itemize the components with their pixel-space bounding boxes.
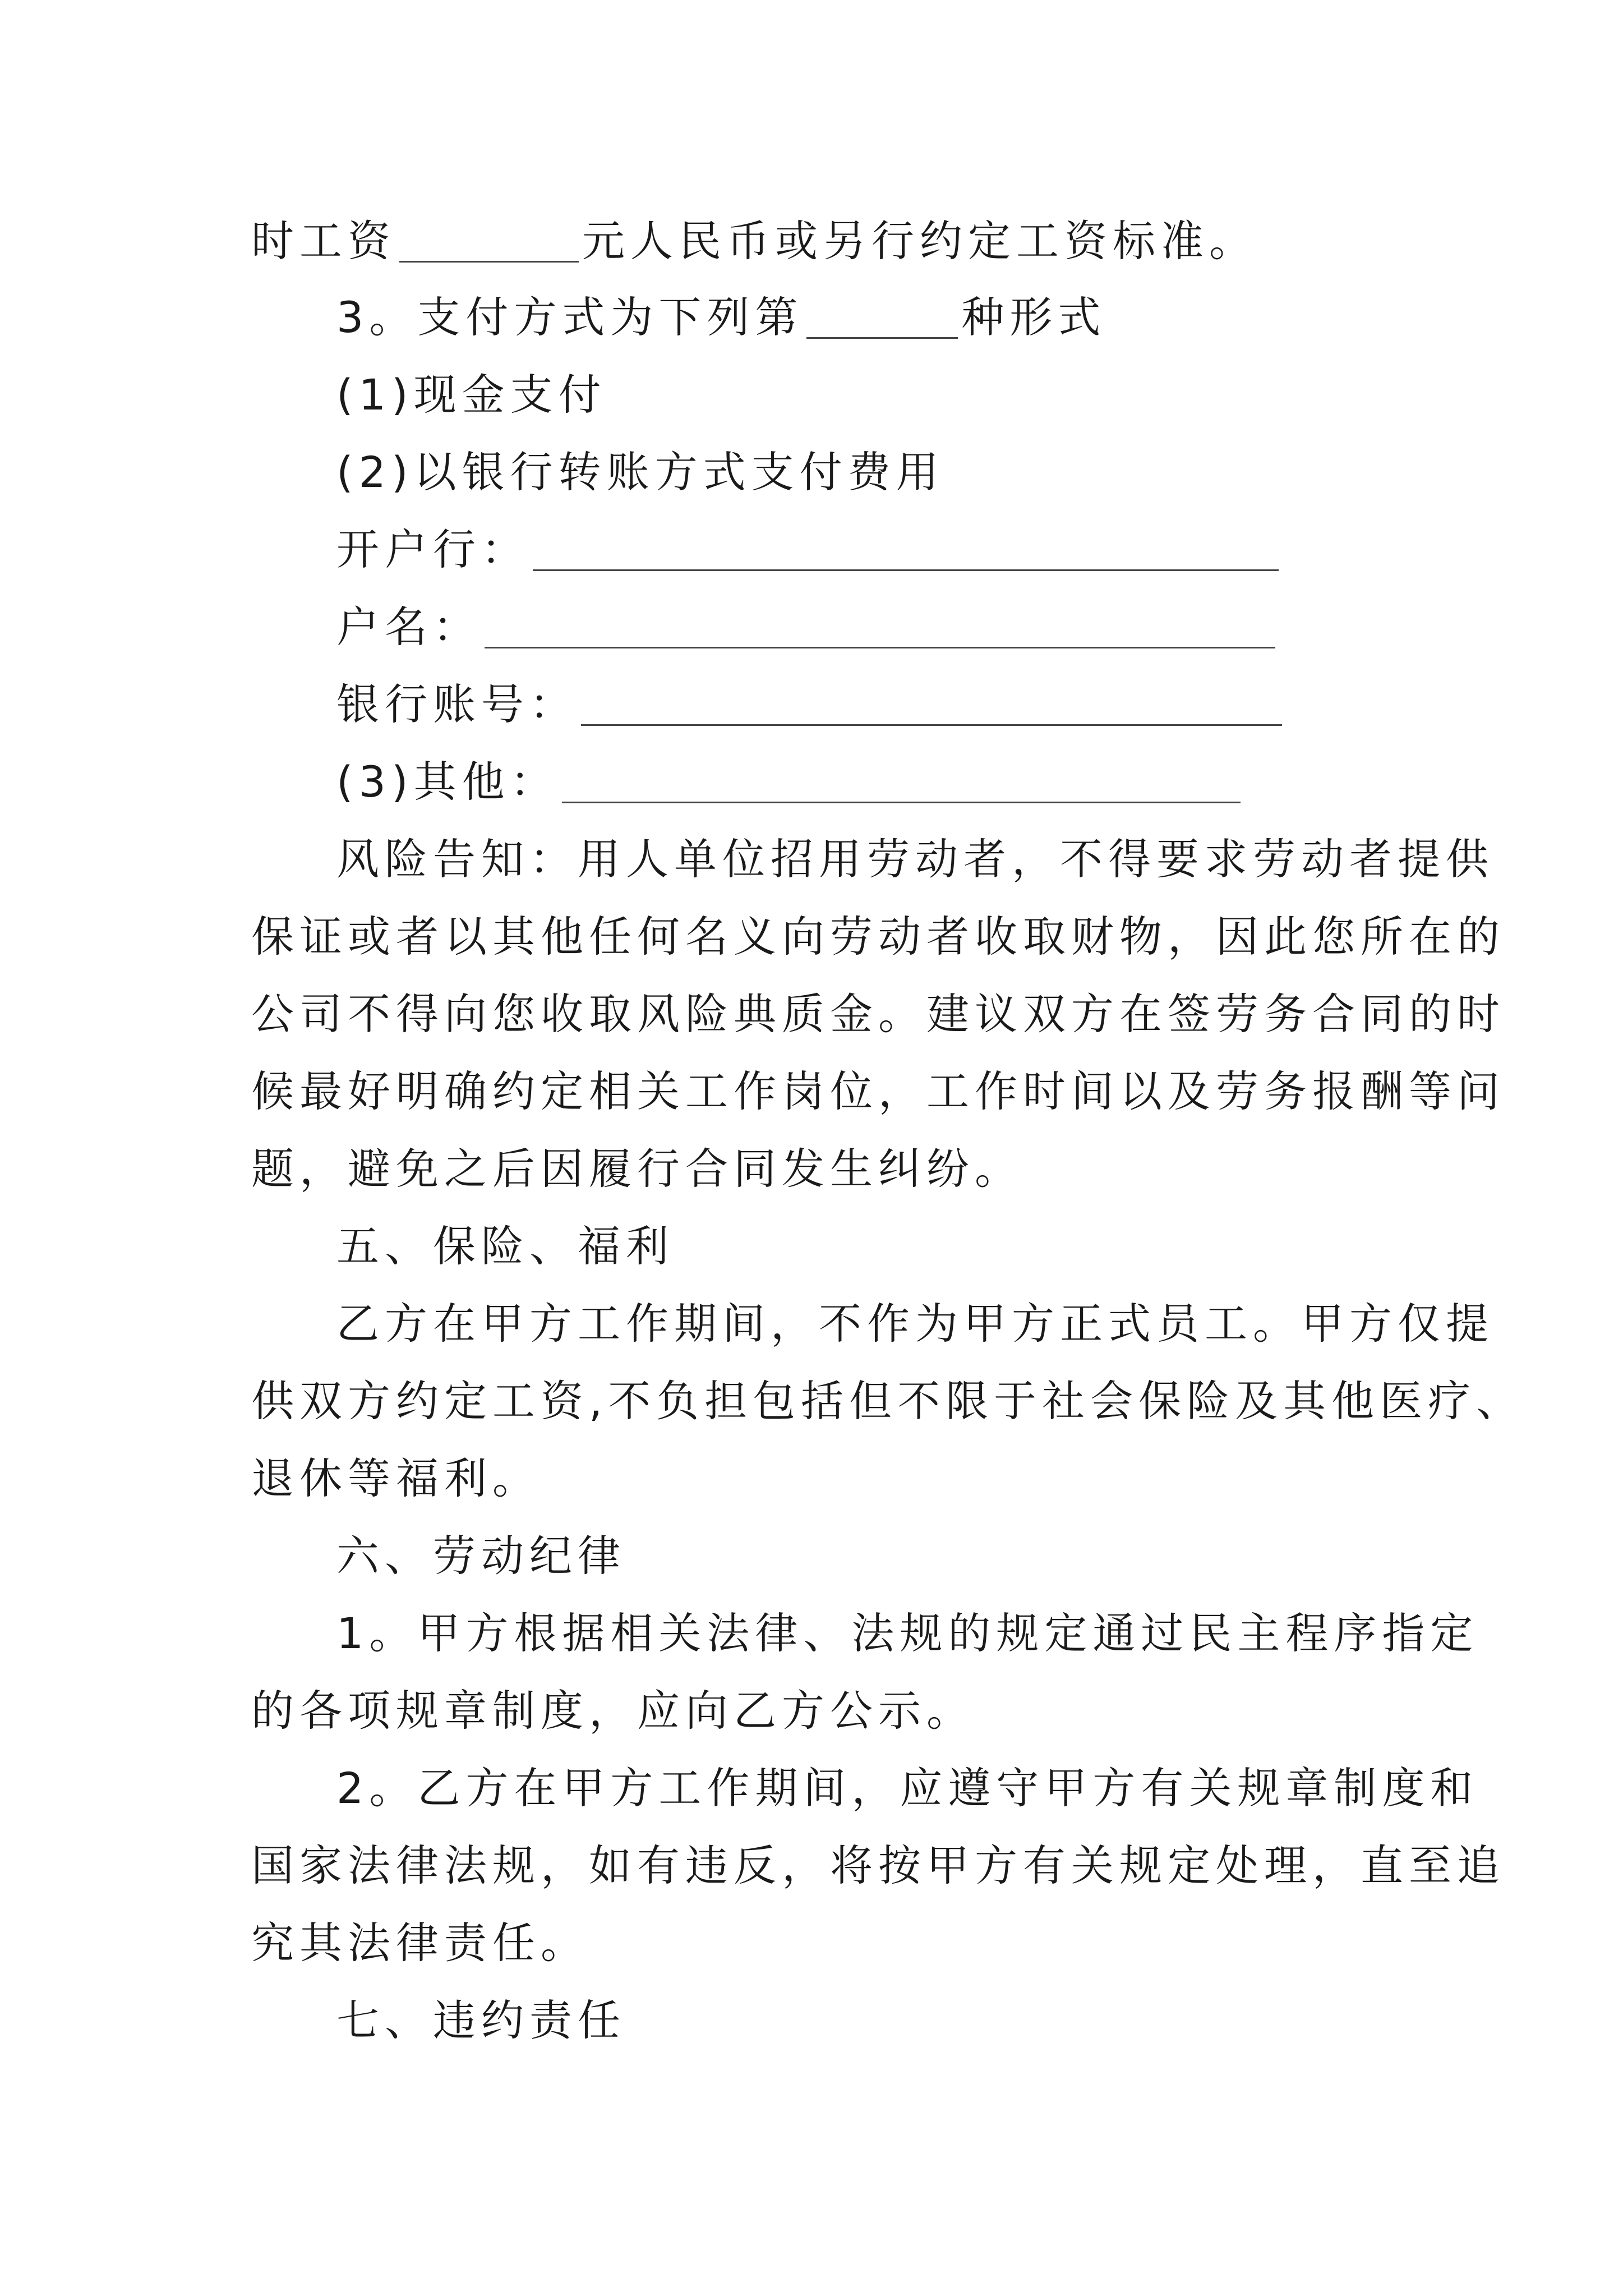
payment-method-label: 3。支付方式为下列第 <box>336 292 804 342</box>
bank-account-line <box>336 679 1285 729</box>
risk-notice-line-1 <box>336 834 1494 884</box>
hourly-wage-blank[interactable] <box>399 222 579 263</box>
bank-transfer-text: (2)以银行转账方式支付费用 <box>336 447 944 497</box>
bank-account-field[interactable] <box>581 685 1282 726</box>
risk-notice-line-4 <box>251 1066 1505 1116</box>
account-holder-field[interactable] <box>485 608 1275 648</box>
section-6-item-1-text-1: 1。甲方根据相关法律、法规的规定通过民主程序指定 <box>336 1608 1479 1658</box>
section-6-item-2-text-1: 2。乙方在甲方工作期间，应遵守甲方有关规章制度和 <box>336 1763 1479 1813</box>
risk-notice-text-4: 候最好明确约定相关工作岗位，工作时间以及劳务报酬等问 <box>251 1066 1505 1116</box>
risk-notice-line-5 <box>251 1144 1023 1194</box>
other-payment-label: (3)其他： <box>336 757 559 807</box>
bank-transfer-option <box>336 447 944 497</box>
risk-notice-text-1: 风险告知：用人单位招用劳动者，不得要求劳动者提供 <box>336 834 1494 884</box>
section-6-item-1-text-2: 的各项规章制度，应向乙方公示。 <box>251 1686 975 1736</box>
section-6-item-2-line-2 <box>251 1841 1505 1890</box>
section-5-text-1: 乙方在甲方工作期间，不作为甲方正式员工。甲方仅提 <box>336 1299 1494 1349</box>
section-6-heading <box>336 1531 626 1581</box>
cash-payment-option <box>336 370 607 420</box>
hourly-wage-label: 时工资 <box>251 216 396 266</box>
section-6-item-2-text-3: 究其法律责任。 <box>251 1918 589 1968</box>
other-payment-field[interactable] <box>562 762 1241 803</box>
section-6-item-2-text-2: 国家法律法规，如有违反，将按甲方有关规定处理，直至追 <box>251 1841 1505 1890</box>
section-7-heading <box>336 1995 626 2045</box>
account-holder-line <box>336 602 1279 652</box>
risk-notice-line-3 <box>251 989 1505 1039</box>
risk-notice-text-3: 公司不得向您收取风险典质金。建议双方在签劳务合同的时 <box>251 989 1505 1039</box>
section-5-text-2: 供双方约定工资,不负担包括但不限于社会保险及其他医疗、 <box>251 1376 1525 1426</box>
section-5-heading <box>336 1221 674 1271</box>
risk-notice-line-2 <box>251 912 1505 961</box>
account-holder-label: 户名： <box>336 602 481 652</box>
cash-payment-text: (1)现金支付 <box>336 370 607 420</box>
other-payment-line <box>336 757 1244 807</box>
hourly-wage-suffix: 元人民币或另行约定工资标准。 <box>582 216 1257 266</box>
risk-notice-text-2: 保证或者以其他任何名义向劳动者收取财物，因此您所在的 <box>251 912 1505 961</box>
section-5-line-3 <box>251 1453 541 1503</box>
hourly-wage-line <box>251 216 1257 266</box>
section-5-line-2 <box>251 1376 1525 1426</box>
risk-notice-text-5: 题，避免之后因履行合同发生纠纷。 <box>251 1144 1023 1194</box>
bank-name-field[interactable] <box>533 530 1279 571</box>
section-6-item-1-line-2 <box>251 1686 975 1736</box>
section-6-item-1-line-1 <box>336 1608 1479 1658</box>
section-5-line-1 <box>336 1299 1494 1349</box>
payment-method-blank[interactable] <box>806 298 958 339</box>
section-6-title: 六、劳动纪律 <box>336 1531 626 1581</box>
section-5-text-3: 退休等福利。 <box>251 1453 541 1503</box>
section-5-title: 五、保险、福利 <box>336 1221 674 1271</box>
section-6-item-2-line-1 <box>336 1763 1479 1813</box>
section-6-item-2-line-3 <box>251 1918 589 1968</box>
payment-method-line <box>336 292 1106 342</box>
bank-account-label: 银行账号： <box>336 679 578 729</box>
bank-name-line <box>336 524 1282 574</box>
section-7-title: 七、违约责任 <box>336 1995 626 2045</box>
payment-method-suffix: 种形式 <box>961 292 1106 342</box>
bank-name-label: 开户行： <box>336 524 529 574</box>
